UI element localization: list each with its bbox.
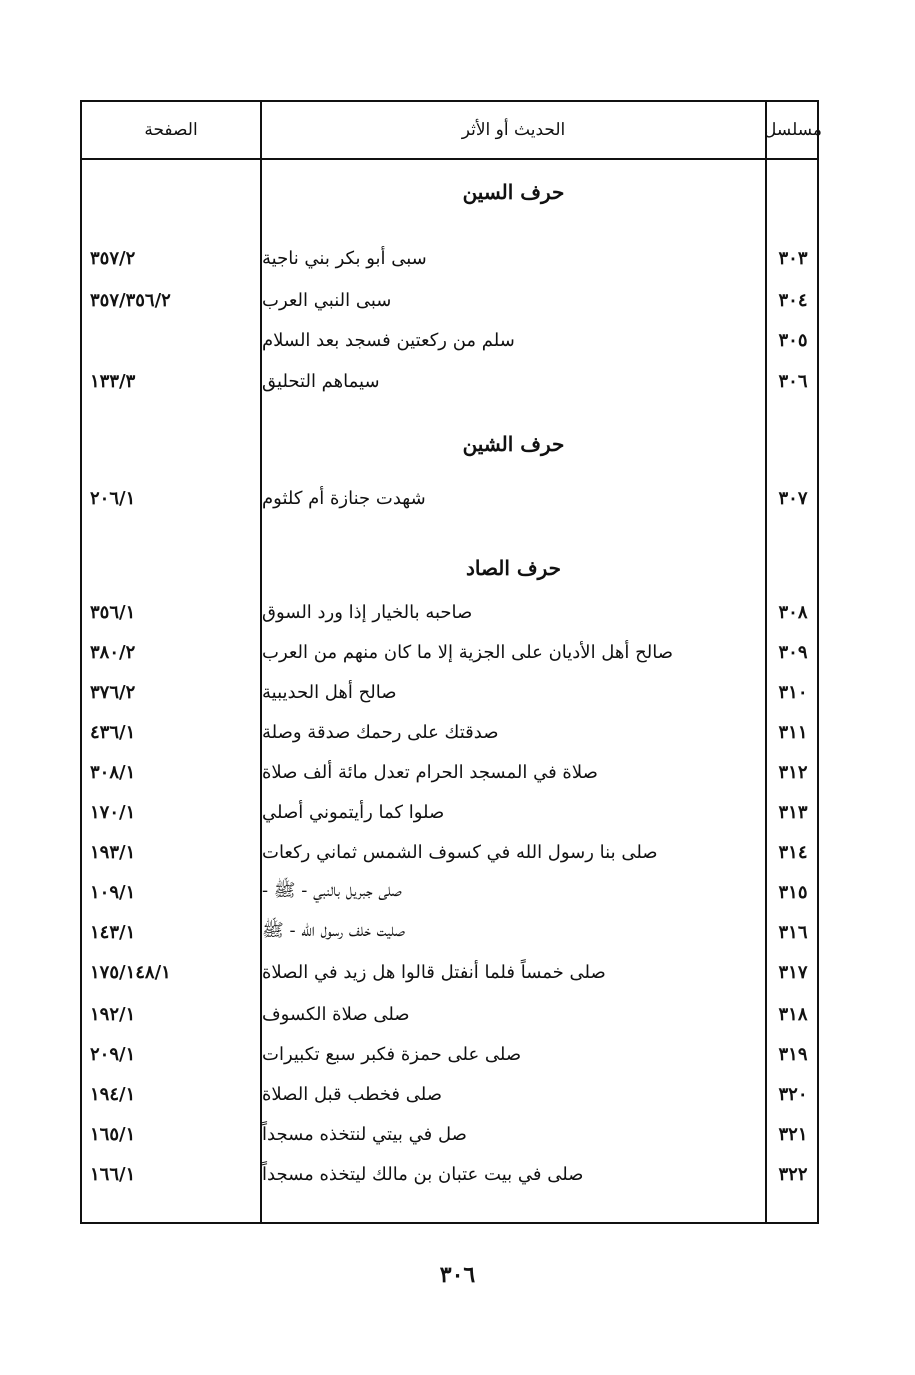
row-serial: ٣٠٤ <box>778 289 808 311</box>
row-page <box>90 324 250 356</box>
row-page: ٣٥٧/٢ <box>90 247 136 269</box>
row-page: ١٧٥/١٤٨/١ <box>90 961 171 983</box>
row-serial: ٣٠٩ <box>778 641 808 663</box>
section-heading-saad: حرف الصاد <box>465 556 562 580</box>
row-page: ١٠٩/١ <box>90 881 136 903</box>
row-text: صل في بيتي لنتخذه مسجداً <box>262 1123 467 1145</box>
table-row <box>82 876 817 908</box>
row-serial: ٣١١ <box>778 721 808 743</box>
row-page: ٤٣٦/١ <box>90 721 136 743</box>
row-text: سبى النبي العرب <box>262 289 392 311</box>
row-page: ٣٠٨/١ <box>90 761 136 783</box>
table-row <box>82 716 817 748</box>
row-text: صالح أهل الأديان على الجزية إلا ما كان منهم من العرب <box>262 641 674 663</box>
section-heading-seen: حرف السين <box>462 180 565 204</box>
row-serial: ٣٠٧ <box>778 487 808 509</box>
row-serial: ٣١٥ <box>778 881 808 903</box>
index-table <box>80 100 822 1224</box>
row-text: صلوا كما رأيتموني أصلي <box>262 801 445 823</box>
table-row <box>82 284 817 316</box>
table-row <box>82 365 817 397</box>
row-serial: ٣١٦ <box>778 921 808 943</box>
row-page: ٣٨٠/٢ <box>90 641 136 663</box>
table-row <box>82 756 817 788</box>
row-page: ١٩٤/١ <box>90 1083 136 1105</box>
row-page: ٢٠٩/١ <box>90 1043 136 1065</box>
row-text: صاحبه بالخيار إذا ورد السوق <box>262 601 473 623</box>
row-serial: ٣١٤ <box>778 841 808 863</box>
header-page: الصفحة <box>144 120 198 140</box>
header-serial: مسلسل <box>764 120 822 140</box>
row-text: شهدت جنازة أم كلثوم <box>262 487 426 509</box>
table-row <box>82 324 817 356</box>
row-text: صالح أهل الحديبية <box>262 681 397 703</box>
row-page: ١٦٥/١ <box>90 1123 136 1145</box>
header-divider <box>82 158 817 160</box>
row-page: ١٤٣/١ <box>90 921 136 943</box>
row-text: سبى أبو بكر بني ناجية <box>262 247 427 269</box>
row-text: صلى في بيت عتبان بن مالك ليتخذه مسجداً <box>262 1163 584 1185</box>
row-serial: ٣١٧ <box>778 961 808 983</box>
table-row <box>82 242 817 274</box>
row-page: ٢٠٦/١ <box>90 487 136 509</box>
row-page: ١٦٦/١ <box>90 1163 136 1185</box>
table-row <box>82 956 817 988</box>
row-text: صلى فخطب قبل الصلاة <box>262 1083 443 1105</box>
row-serial: ٣٠٦ <box>778 370 808 392</box>
row-serial: ٣٢١ <box>778 1123 808 1145</box>
row-page: ٣٥٦/١ <box>90 601 136 623</box>
table-row <box>82 676 817 708</box>
row-page: ١٧٠/١ <box>90 801 136 823</box>
table-row <box>82 1118 817 1150</box>
table-row <box>82 1038 817 1070</box>
row-text: صليت خلف رسول الله - ﷺ <box>262 920 405 941</box>
page-number: ٣٠٦ <box>439 1262 476 1288</box>
section-heading-sheen: حرف الشين <box>462 432 565 456</box>
header-hadith: الحديث أو الأثر <box>461 120 566 140</box>
row-serial: ٣٢٢ <box>778 1163 808 1185</box>
row-serial: ٣١٨ <box>778 1003 808 1025</box>
row-serial: ٣٢٠ <box>778 1083 808 1105</box>
table-row <box>82 482 817 514</box>
row-text: صلى بنا رسول الله في كسوف الشمس ثماني ركعات <box>262 841 658 863</box>
row-page: ٣٥٧/٣٥٦/٢ <box>90 289 171 311</box>
row-serial: ٣٠٣ <box>778 247 808 269</box>
row-text: سيماهم التحليق <box>262 370 380 392</box>
table-row <box>82 796 817 828</box>
table-row <box>82 916 817 948</box>
row-serial: ٣١٣ <box>778 801 808 823</box>
table-row <box>82 998 817 1030</box>
row-page: ١٣٣/٣ <box>90 370 136 392</box>
row-page: ١٩٢/١ <box>90 1003 136 1025</box>
row-text: صلى جبريل بالنبي - ﷺ - <box>262 880 402 901</box>
table-row <box>82 1158 817 1190</box>
row-serial: ٣٠٥ <box>778 329 808 351</box>
row-serial: ٣١٩ <box>778 1043 808 1065</box>
row-text: سلم من ركعتين فسجد بعد السلام <box>262 329 515 351</box>
table-row <box>82 636 817 668</box>
row-text: صلى على حمزة فكبر سبع تكبيرات <box>262 1043 522 1065</box>
row-text: صلاة في المسجد الحرام تعدل مائة ألف صلاة <box>262 761 598 783</box>
table-row <box>82 1078 817 1110</box>
table-row <box>82 596 817 628</box>
row-serial: ٣٠٨ <box>778 601 808 623</box>
row-serial: ٣١٠ <box>778 681 808 703</box>
row-serial: ٣١٢ <box>778 761 808 783</box>
row-text: صلى صلاة الكسوف <box>262 1003 410 1025</box>
table-row <box>82 836 817 868</box>
row-page: ١٩٣/١ <box>90 841 136 863</box>
row-text: صدقتك على رحمك صدقة وصلة <box>262 721 499 743</box>
row-text: صلى خمساً فلما أنفتل قالوا هل زيد في الصلاة <box>262 961 606 983</box>
row-page: ٣٧٦/٢ <box>90 681 136 703</box>
